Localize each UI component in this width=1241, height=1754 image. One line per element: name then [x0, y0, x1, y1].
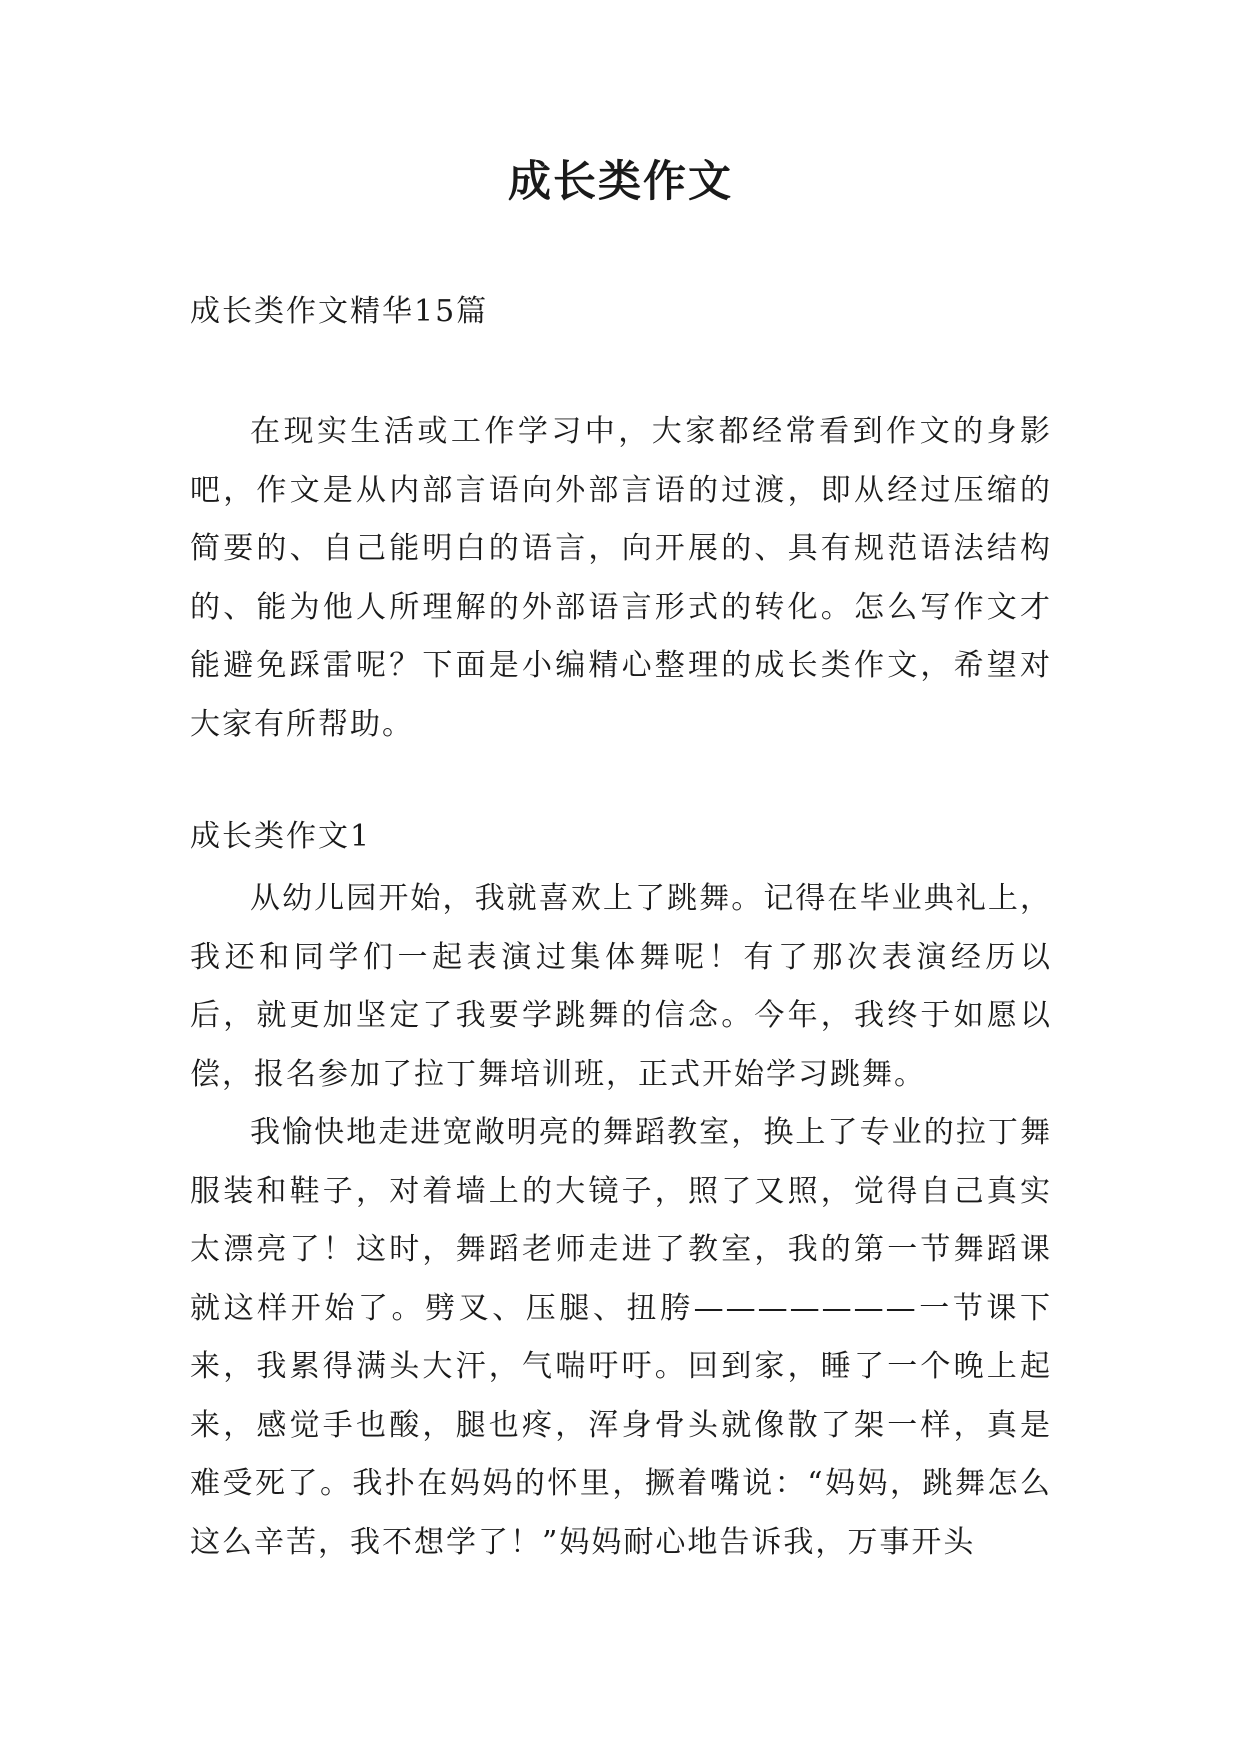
essay-body: [190, 870, 1052, 1572]
intro-paragraph: 在现实生活或工作学习中，大家都经常看到作文的身影吧，作文是从内部言语向外部言语的过渡，即从经过压缩的简要的、自己能明白的语言，向开展的、具有规范语法结构的、能为他人所理解的外部语言形式的转化。怎么写作文才能避免踩雷呢？下面是小编精心整理的成长类作文，希望对大家有所帮助。: [190, 414, 1052, 742]
essay-paragraph: 从幼儿园开始，我就喜欢上了跳舞。记得在毕业典礼上，我还和同学们一起表演过集体舞呢！有了那次表演经历以后，就更加坚定了我要学跳舞的信念。今年，我终于如愿以偿，报名参加了拉丁舞培训班，正式开始学习跳舞。: [190, 881, 1052, 1092]
essay-heading: 成长类作文1: [190, 819, 372, 854]
essay-paragraph: 我愉快地走进宽敞明亮的舞蹈教室，换上了专业的拉丁舞服装和鞋子，对着墙上的大镜子，照了又照，觉得自己真实太漂亮了！这时，舞蹈老师走进了教室，我的第一节舞蹈课就这样开始了。劈叉、压腿、扭胯———————一节课下来，我累得满头大汗，气喘吁吁。回到家，睡了一个晚上起来，感觉手也酸，腿也疼，浑身骨头就像散了架一样，真是难受死了。我扑在妈妈的怀里，撅着嘴说：“妈妈，跳舞怎么这么辛苦，我不想学了！”妈妈耐心地告诉我，万事开头: [190, 1115, 1052, 1560]
document-title: 成长类作文: [508, 157, 733, 207]
intro-section: [190, 403, 1052, 754]
document-subtitle: 成长类作文精华15篇: [190, 294, 489, 329]
